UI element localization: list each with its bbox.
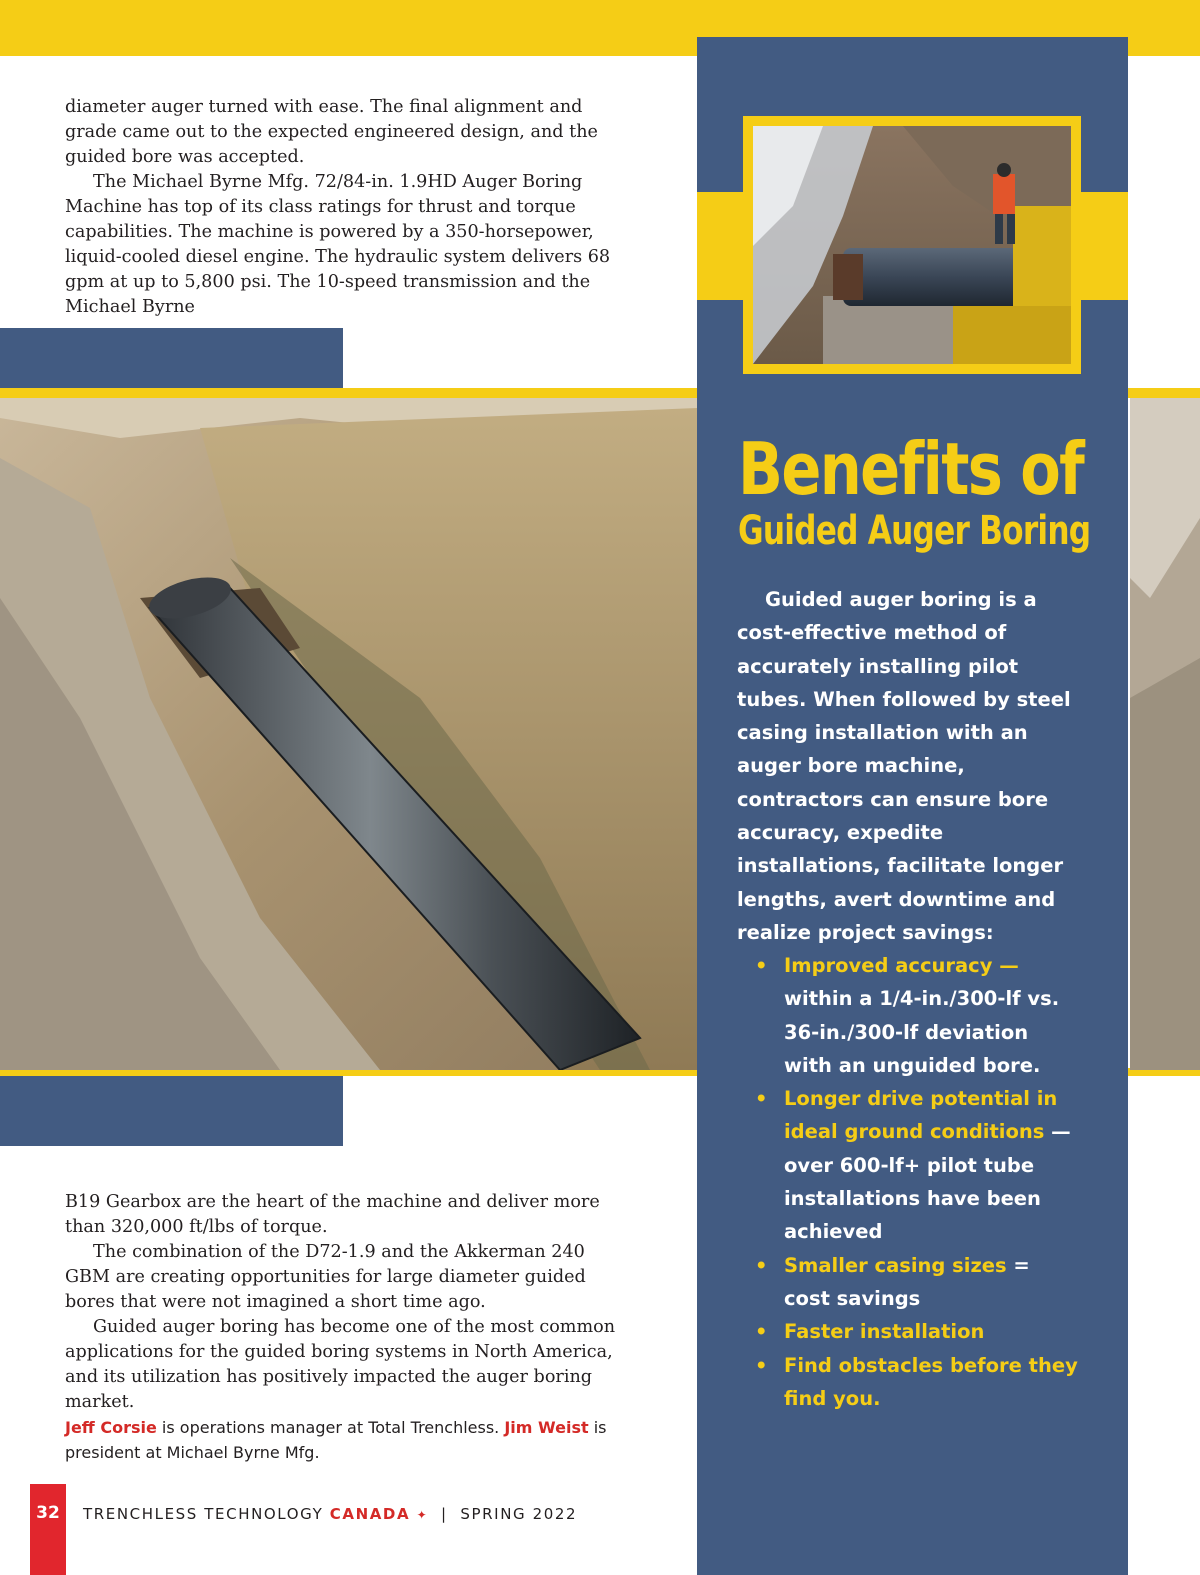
- photo-top-yellow-rule-right: [1128, 388, 1200, 398]
- photo-top-blue-block: [0, 328, 343, 390]
- thumbnail-photo-trench-casing: [753, 126, 1071, 364]
- bullet-icon: •: [755, 1320, 768, 1344]
- sidebar-intro: [737, 583, 1077, 949]
- article-paragraph: B19 Gearbox are the heart of the machine and deliver more than 320,000 ft/lbs of torque.: [65, 1192, 600, 1237]
- bullet-icon: •: [755, 1087, 768, 1111]
- right-edge-photo-strip: [1130, 398, 1200, 1070]
- benefit-highlight: Longer drive potential in ideal ground conditions: [784, 1087, 1058, 1144]
- publication-country: CANADA: [329, 1505, 411, 1523]
- bullet-icon: •: [755, 1253, 768, 1277]
- page-number: 32: [36, 1503, 60, 1523]
- article-paragraph: diameter auger turned with ease. The final alignment and grade came out to the expected engineered design, and the guided bore was accepted.: [65, 97, 598, 167]
- benefit-highlight: Faster installation: [784, 1320, 985, 1344]
- bullet-icon: •: [755, 954, 768, 977]
- list-item: [737, 1315, 1082, 1348]
- sidebar-headline-sub: Guided Auger Boring: [738, 508, 1091, 554]
- sidebar-benefits-list: [737, 949, 1082, 1415]
- list-item: [737, 1082, 1082, 1248]
- author-role: is president at Michael Byrne Mfg.: [65, 1418, 607, 1462]
- photo-top-yellow-rule: [0, 388, 697, 398]
- author-credits: [65, 1415, 635, 1465]
- running-footer: [83, 1505, 577, 1523]
- page-number-tab: [30, 1484, 66, 1575]
- main-photo-pipe-in-trench: [0, 398, 697, 1070]
- sidebar-headline-main: Benefits of: [738, 427, 1084, 511]
- list-item: [737, 1349, 1082, 1416]
- author-name: Jeff Corsie: [65, 1418, 157, 1437]
- benefit-detail: — over 600-lf+ pilot tube installations have been achieved: [784, 1120, 1071, 1244]
- author-role: is operations manager at Total Trenchless.: [156, 1418, 505, 1437]
- article-paragraph: Guided auger boring has become one of the most common applications for the guided boring systems in North America, and its utilization has positively impacted the auger boring market.: [65, 1317, 616, 1412]
- benefit-highlight: Smaller casing sizes: [784, 1253, 1007, 1277]
- article-paragraph: The combination of the D72-1.9 and the Akkerman 240 GBM are creating opportunities for large diameter guided bores that were not imagined a short time ago.: [65, 1242, 586, 1312]
- issue-label: SPRING 2022: [460, 1505, 578, 1523]
- maple-leaf-icon: ✦: [416, 1508, 429, 1522]
- list-item: [737, 1249, 1082, 1316]
- article-text-bottom: [65, 1190, 635, 1415]
- photo-bottom-blue-block: [0, 1076, 343, 1146]
- article-paragraph: The Michael Byrne Mfg. 72/84-in. 1.9HD Auger Boring Machine has top of its class ratings for thrust and torque capabilities. The machine is powered by a 350-horsepower, liquid-cooled diesel engine. The hydraulic system delivers 68 gpm at up to 5,800 psi. The 10-speed transmission and the Michael Byrne: [65, 172, 611, 317]
- benefit-detail: within a 1/4-in./300-lf vs. 36-in./300-lf deviation with an unguided bore.: [784, 987, 1060, 1077]
- benefit-highlight: Find obstacles before they find you.: [784, 1353, 1078, 1410]
- author-name: Jim Weist: [504, 1418, 589, 1437]
- footer-separator: |: [440, 1505, 448, 1523]
- benefit-detail: = cost savings: [784, 1253, 1030, 1310]
- benefit-highlight: Improved accuracy —: [784, 954, 1019, 977]
- bullet-icon: •: [755, 1353, 768, 1377]
- sidebar-intro-text: Guided auger boring is a cost-effective method of accurately installing pilot tubes. When followed by steel casing installation with an auger bore machine, contractors can ensure bore accuracy, expedite installations, facilitate longer lengths, avert downtime and realize project savings:: [737, 588, 1071, 944]
- article-text-top: [65, 95, 635, 320]
- publication-name: TRENCHLESS TECHNOLOGY: [83, 1505, 330, 1523]
- list-item: [737, 949, 1082, 1082]
